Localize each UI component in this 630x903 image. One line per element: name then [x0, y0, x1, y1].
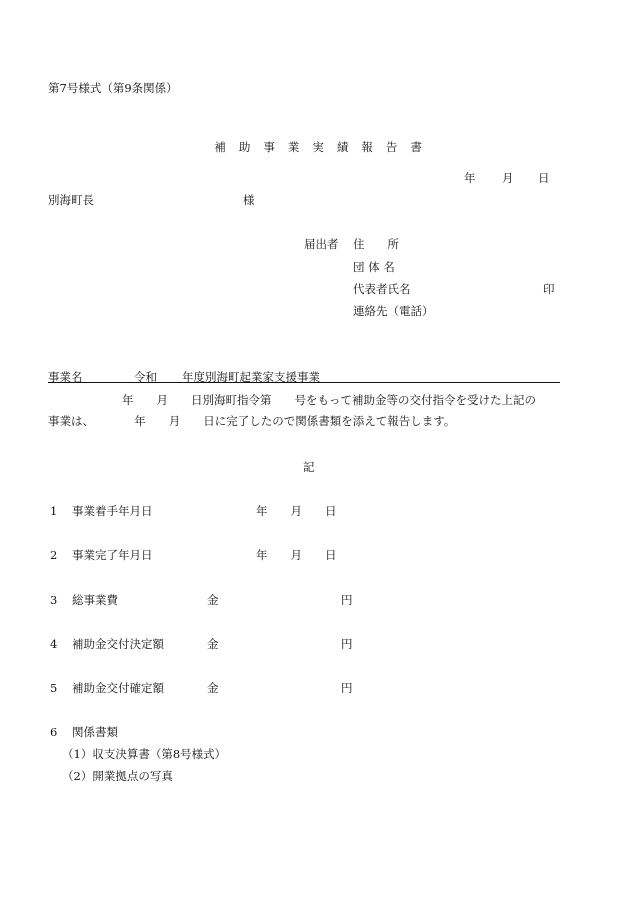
address-label: 住 所: [353, 237, 399, 251]
title-char: 補: [214, 140, 226, 154]
group-name-label: 団 体 名: [353, 260, 395, 274]
project-era: 令和: [134, 370, 157, 384]
addressee-honorific: 様: [243, 193, 255, 207]
form-label: 第7号様式（第9条関係）: [48, 81, 178, 95]
en-label: 円: [341, 681, 353, 695]
item-value: 年 月 日: [256, 548, 337, 562]
project-label: 事業名: [48, 370, 83, 384]
project-underline: [48, 382, 560, 383]
item-number: 1: [50, 504, 58, 518]
title-char: 告: [385, 140, 398, 154]
body-line-1: 年 月 日別海町指令第 号をもって補助金等の交付指令を受けた上記の: [122, 393, 536, 407]
contact-label: 連絡先（電話）: [353, 304, 434, 318]
date-day: 日: [538, 171, 550, 185]
title-char: 助: [238, 140, 251, 154]
item-label: 総事業費: [72, 593, 118, 607]
item-label: 補助金交付決定額: [72, 637, 164, 651]
document-title: [207, 126, 422, 154]
en-label: 円: [341, 637, 353, 651]
item-number: 5: [50, 681, 58, 695]
en-label: 円: [341, 593, 353, 607]
item-value: 年 月 日: [256, 504, 337, 518]
doc-list-item: （1）収支決算書（第8号様式）: [62, 747, 227, 761]
project-name: 年度別海町起業家支援事業: [182, 370, 320, 384]
item-number: 4: [50, 637, 58, 651]
body-line-2: 事業は、 年 月 日に完了したので関係書類を添えて報告します。: [48, 414, 456, 428]
date-month: 月: [502, 171, 514, 185]
kin-label: 金: [207, 593, 219, 607]
item-number: 2: [50, 548, 58, 562]
doc-list-item: （2）開業拠点の写真: [62, 769, 173, 783]
item-label: 事業着手年月日: [72, 504, 153, 518]
kin-label: 金: [207, 637, 219, 651]
kin-label: 金: [207, 681, 219, 695]
item-label: 補助金交付確定額: [72, 681, 164, 695]
title-char: 報: [361, 140, 373, 154]
title-char: 事: [263, 140, 275, 154]
representative-label: 代表者氏名: [353, 282, 411, 296]
item-label: 関係書類: [72, 725, 118, 739]
item-number: 3: [50, 593, 58, 607]
title-char: 実: [312, 140, 324, 154]
title-char: 書: [410, 140, 422, 154]
title-char: 績: [336, 140, 349, 154]
title-char: 業: [287, 140, 300, 154]
seal-mark: 印: [543, 282, 555, 296]
item-number: 6: [50, 725, 58, 739]
date-year: 年: [464, 171, 476, 185]
item-label: 事業完了年月日: [72, 548, 153, 562]
addressee-name: 別海町長: [48, 193, 94, 207]
applicant-header: 届出者: [304, 237, 339, 251]
ki-heading: 記: [303, 460, 315, 474]
